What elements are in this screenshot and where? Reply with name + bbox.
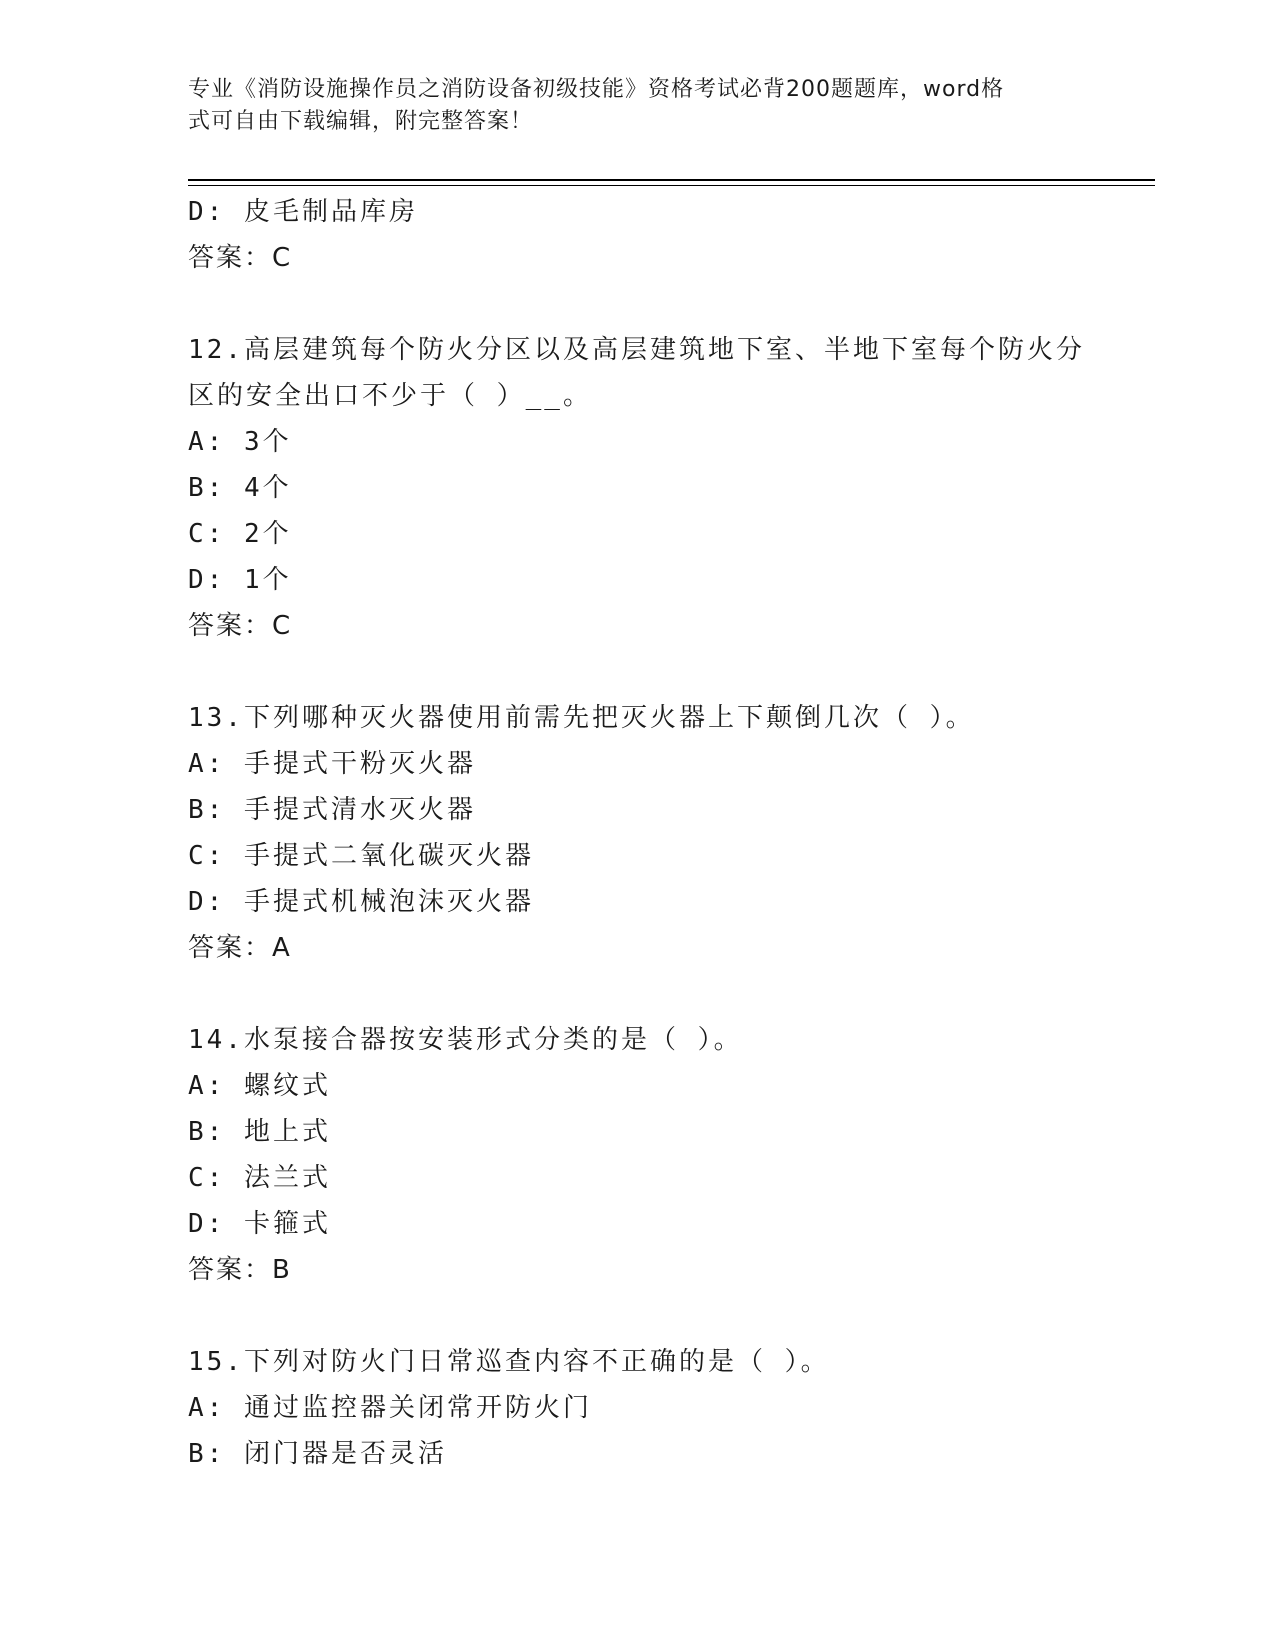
question-13-option-c: C: 手提式二氧化碳灭火器 (188, 841, 534, 871)
question-15-stem: 15.下列对防火门日常巡查内容不正确的是（ ）。 (188, 1347, 830, 1377)
question-14-option-d: D: 卡箍式 (188, 1209, 331, 1239)
question-14 (188, 1017, 1088, 1293)
question-12-answer: 答案：C (188, 611, 293, 641)
question-13 (188, 695, 1088, 971)
question-12 (188, 327, 1088, 649)
question-13-stem: 13.下列哪种灭火器使用前需先把灭火器上下颠倒几次（ ）。 (188, 703, 975, 733)
question-13-option-a: A: 手提式干粉灭火器 (188, 749, 476, 779)
question-12-option-a: A: 3个 (188, 427, 292, 457)
prev-answer: 答案：C (188, 243, 293, 273)
question-14-option-c: C: 法兰式 (188, 1163, 331, 1193)
question-15-option-a: A: 通过监控器关闭常开防火门 (188, 1393, 592, 1423)
question-12-option-d: D: 1个 (188, 565, 292, 595)
question-13-answer: 答案：A (188, 933, 292, 963)
header-divider-thin (188, 185, 1155, 186)
question-13-option-b: B: 手提式清水灭火器 (188, 795, 476, 825)
question-14-option-a: A: 螺纹式 (188, 1071, 331, 1101)
question-12-option-c: C: 2个 (188, 519, 292, 549)
header-line-2: 式可自由下载编辑，附完整答案！ (188, 109, 534, 134)
question-14-stem: 14.水泵接合器按安装形式分类的是（ ）。 (188, 1025, 743, 1055)
spacer (188, 649, 1088, 695)
question-15 (188, 1339, 1088, 1477)
question-15-option-b: B: 闭门器是否灵活 (188, 1439, 447, 1469)
question-12-option-b: B: 4个 (188, 473, 292, 503)
document-header (188, 74, 1088, 138)
question-list (188, 189, 1088, 1477)
question-13-option-d: D: 手提式机械泡沫灭火器 (188, 887, 534, 917)
prev-option-d: D: 皮毛制品库房 (188, 197, 418, 227)
question-14-option-b: B: 地上式 (188, 1117, 331, 1147)
spacer (188, 1293, 1088, 1339)
question-12-stem-line-2: 区的安全出口不少于（ ）__。 (188, 381, 592, 411)
header-line-1: 专业《消防设施操作员之消防设备初级技能》资格考试必背200题题库，word格 (188, 77, 1005, 102)
question-14-answer: 答案：B (188, 1255, 292, 1285)
spacer (188, 971, 1088, 1017)
spacer (188, 281, 1088, 327)
header-divider-thick (188, 179, 1155, 181)
question-12-stem-line-1: 12.高层建筑每个防火分区以及高层建筑地下室、半地下室每个防火分 (188, 335, 1085, 365)
